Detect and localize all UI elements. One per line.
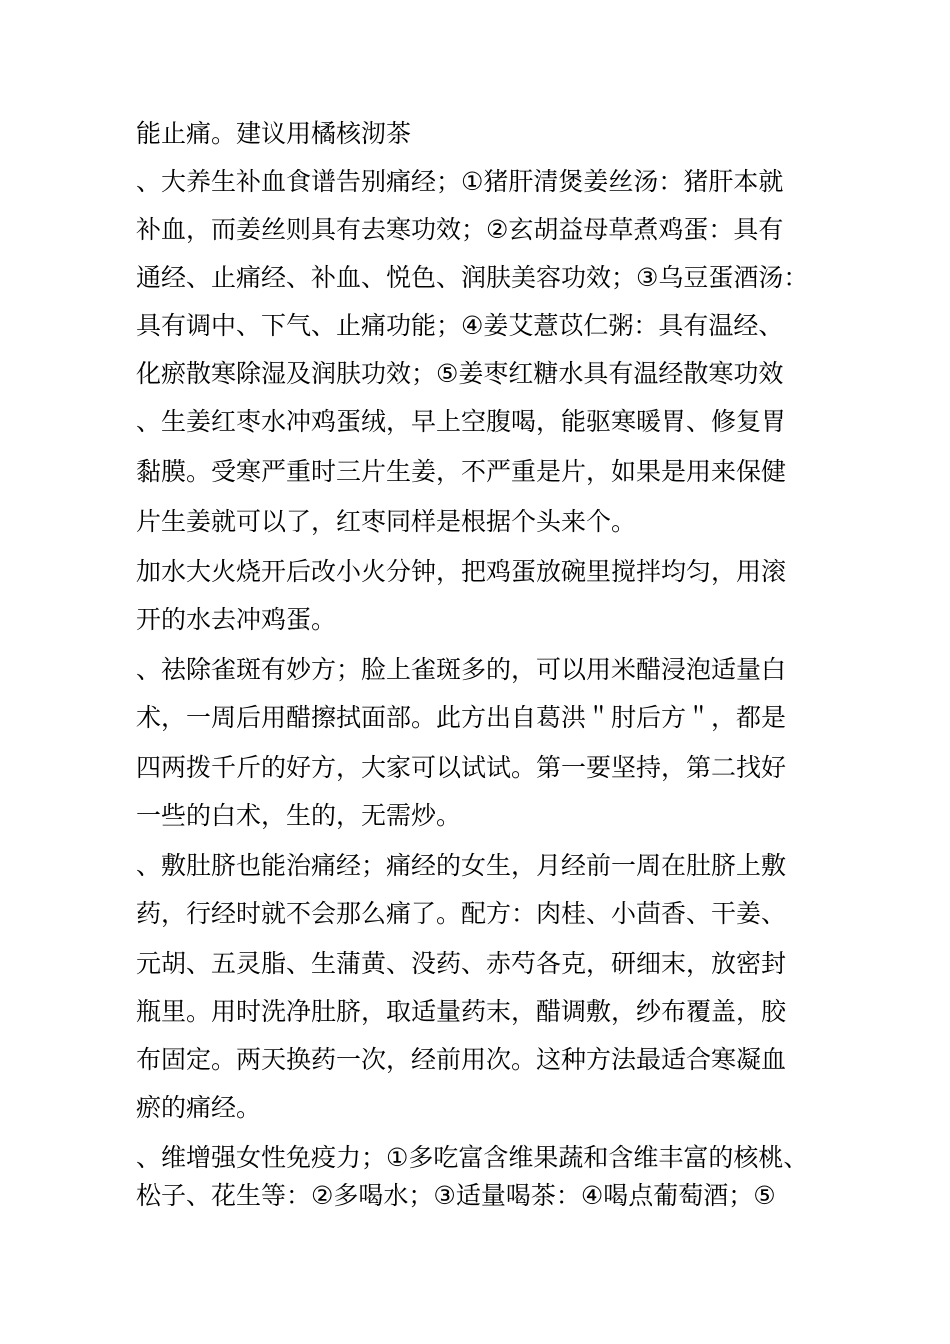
text-line: 、祛除雀斑有妙方；脸上雀斑多的，可以用米醋浸泡适量白 xyxy=(136,655,787,684)
text-line: 具有调中、下气、止痛功能；④姜艾薏苡仁粥：具有温经、 xyxy=(136,311,784,340)
text-line: 片生姜就可以了，红枣同样是根据个头来个。 xyxy=(136,507,637,536)
text-line: 元胡、五灵脂、生蒲黄、没药、赤芍各克，研细末，放密封 xyxy=(136,949,787,978)
text-line: 药，行经时就不会那么痛了。配方：肉桂、小茴香、干姜、 xyxy=(136,899,787,928)
text-line: 黏膜。受寒严重时三片生姜，不严重是片，如果是用来保健 xyxy=(136,457,787,486)
text-line: 化瘀散寒除湿及润肤功效；⑤姜枣红糖水具有温经散寒功效 xyxy=(136,359,784,388)
text-line: 、敷肚脐也能治痛经；痛经的女生，月经前一周在肚脐上敷 xyxy=(136,851,787,880)
text-line: 、生姜红枣水冲鸡蛋绒，早上空腹喝，能驱寒暖胃、修复胃 xyxy=(136,407,787,436)
text-line: 瓶里。用时洗净肚脐，取适量药末，醋调敷，纱布覆盖，胶 xyxy=(136,997,787,1026)
text-line: 瘀的痛经。 xyxy=(136,1093,262,1122)
text-line: 布固定。两天换药一次，经前用次。这种方法最适合寒凝血 xyxy=(136,1045,787,1074)
text-line: 能止痛。建议用橘核沏茶 xyxy=(136,119,412,148)
text-line: 术，一周后用醋擦拭面部。此方出自葛洪＂肘后方＂，都是 xyxy=(136,703,787,732)
text-line: 、维增强女性免疫力；①多吃富含维果蔬和含维丰富的核桃、 xyxy=(136,1143,809,1172)
text-line: 四两拨千斤的好方，大家可以试试。第一要坚持，第二找好 xyxy=(136,753,787,782)
text-line: 一些的白术，生的，无需炒。 xyxy=(136,801,462,830)
text-line: 加水大火烧开后改小火分钟，把鸡蛋放碗里搅拌均匀，用滚 xyxy=(136,557,787,586)
text-line: 开的水去冲鸡蛋。 xyxy=(136,605,337,634)
text-line: 补血，而姜丝则具有去寒功效；②玄胡益母草煮鸡蛋：具有 xyxy=(136,215,784,244)
text-line: 通经、止痛经、补血、悦色、润肤美容功效；③乌豆蛋酒汤： xyxy=(136,263,809,292)
text-line: 、大养生补血食谱告别痛经；①猪肝清煲姜丝汤：猪肝本就 xyxy=(136,167,784,196)
text-line: 松子、花生等：②多喝水；③适量喝茶：④喝点葡萄酒；⑤ xyxy=(136,1181,776,1210)
